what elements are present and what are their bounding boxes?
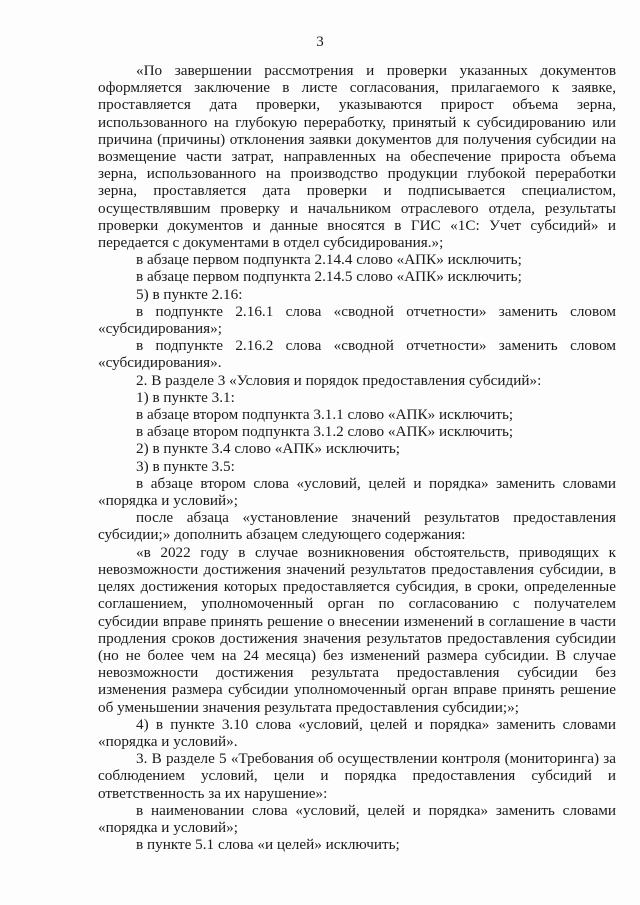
paragraph: в подпункте 2.16.2 слова «сводной отчетности» заменить словом «субсидирования». xyxy=(98,337,616,372)
paragraph: 3. В разделе 5 «Требования об осуществлении контроля (мониторинга) за соблюдением условий, цели и порядка предоставления субсидий и ответственность за их нарушение»: xyxy=(98,750,616,802)
paragraph: в абзаце первом подпункта 2.14.5 слово «АПК» исключить; xyxy=(136,268,522,286)
paragraph: в наименовании слова «условий, целей и порядка» заменить словами «порядка и условий»; xyxy=(98,801,616,836)
page-number: 3 xyxy=(316,34,324,50)
paragraph: после абзаца «установление значений результатов предоставления субсидии;» дополнить абзацем следующего содержания: xyxy=(98,509,616,544)
paragraph: 3) в пункте 3.5: xyxy=(136,457,235,475)
document-body xyxy=(98,62,616,853)
paragraph: 5) в пункте 2.16: xyxy=(136,285,243,303)
paragraph: «По завершении рассмотрения и проверки указанных документов оформляется заключение в листе согласования, прилагаемого к заявке, проставляется дата проверки, указываются прирост объема зерна, использованного на глубокую переработку, принятый к субсидированию или причина (причины) отклонения заявки документов для получения субсидии на возмещение части затрат, направленных на обеспечение прироста объема зерна, использованного на производство продукции глубокой переработки зерна, проставляется дата проверки и подписывается специалистом, осуществлявшим проверку и начальником отраслевого отдела, результаты проверки документов и данные вносятся в ГИС «1С: Учет субсидий» и передается с документами в отдел субсидирования.»; xyxy=(98,62,616,252)
paragraph: в подпункте 2.16.1 слова «сводной отчетности» заменить словом «субсидирования»; xyxy=(98,302,616,338)
paragraph: «в 2022 году в случае возникновения обстоятельств, приводящих к невозможности достижения значений результатов предоставления субсидии, в целях достижения которых предоставляется субсидия, в сроки, определенные соглашением, уполномоченный орган по согласованию с получателем субсидии вправе принять решение о внесении изменений в соглашение в части продления сроков достижения значения результатов предоставления субсидии (но не более чем на 24 месяца) без изменений размера субсидии. В случае невозможности достижения результата предоставления субсидии без изменения размера субсидии уполномоченный орган вправе принять решение об уменьшении значения результата предоставления субсидии;»; xyxy=(98,543,616,716)
paragraph: в абзаце первом подпункта 2.14.4 слово «АПК» исключить; xyxy=(136,251,522,269)
paragraph: 2) в пункте 3.4 слово «АПК» исключить; xyxy=(136,440,400,458)
paragraph: 2. В разделе 3 «Условия и порядок предоставления субсидий»: xyxy=(136,371,542,389)
paragraph: в абзаце втором подпункта 3.1.2 слово «АПК» исключить; xyxy=(136,423,514,441)
paragraph: в абзаце втором подпункта 3.1.1 слово «АПК» исключить; xyxy=(136,406,514,424)
paragraph: 1) в пункте 3.1: xyxy=(136,388,235,406)
paragraph: в пункте 5.1 слова «и целей» исключить; xyxy=(136,836,400,854)
paragraph: 4) в пункте 3.10 слова «условий, целей и порядка» заменить словами «порядка и условий». xyxy=(98,715,616,750)
paragraph: в абзаце втором слова «условий, целей и порядка» заменить словами «порядка и условий»; xyxy=(98,474,616,510)
